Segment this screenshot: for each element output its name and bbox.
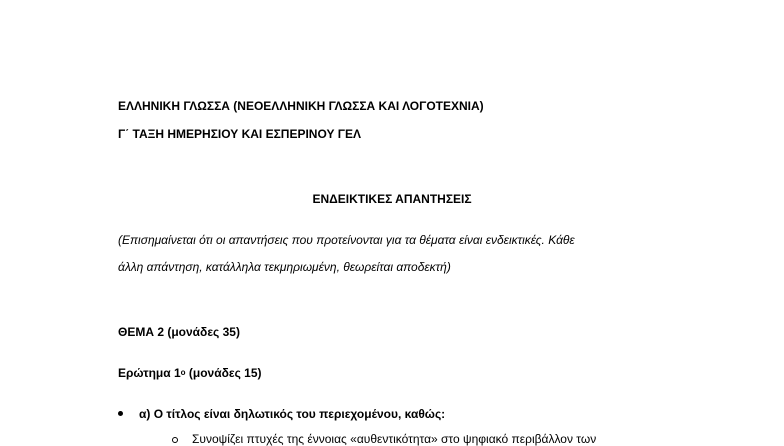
document-subheading: Γ΄ ΤΑΞΗ ΗΜΕΡΗΣΙΟΥ ΚΑΙ ΕΣΠΕΡΙΝΟΥ ΓΕΛ [118, 127, 362, 141]
question-ordinal-sup: ο [180, 368, 186, 377]
question-prefix: Ερώτημα 1 [118, 366, 181, 380]
note-line-1: (Επισημαίνεται ότι οι απαντήσεις που προτείνονται για τα θέματα είναι ενδεικτικές. Κάθε [118, 233, 575, 247]
sub-list-item-text: Συνοψίζει πτυχές της έννοιας «αυθεντικότητα» στο ψηφιακό περιβάλλον των [192, 432, 597, 446]
question-suffix: (μονάδες 15) [185, 366, 262, 380]
document-heading: ΕΛΛΗΝΙΚΗ ΓΛΩΣΣΑ (ΝΕΟΕΛΛΗΝΙΚΗ ΓΛΩΣΣΑ ΚΑΙ ΛΟΓΟΤΕΧΝΙΑ) [118, 99, 484, 113]
list-item [118, 407, 445, 421]
answers-title: ΕΝΔΕΙΚΤΙΚΕΣ ΑΠΑΝΤΗΣΕΙΣ [312, 192, 472, 206]
note-line-2: άλλη απάντηση, κατάλληλα τεκμηριωμένη, θεωρείται αποδεκτή) [118, 260, 451, 274]
bullet-icon [118, 411, 123, 416]
list-item-text: α) Ο τίτλος είναι δηλωτικός του περιεχομένου, καθώς: [139, 407, 446, 421]
sub-list-item [172, 432, 596, 446]
hollow-bullet-icon [172, 437, 178, 443]
question-title [118, 366, 262, 382]
section-title: ΘΕΜΑ 2 (μονάδες 35) [118, 325, 240, 339]
